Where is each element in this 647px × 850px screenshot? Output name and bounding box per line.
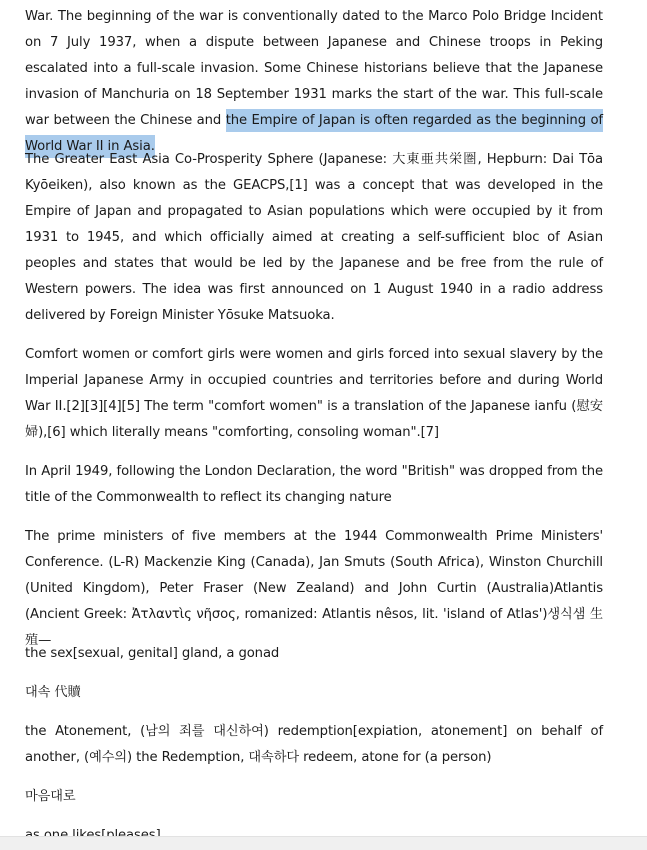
paragraph-commonwealth: In April 1949, following the London Declaration, the word "British" was dropped from the title of the Commonwealth to reflect its changing nature [25, 464, 603, 505]
paragraph-gonad: the sex[sexual, genital] gland, a gonad [25, 646, 280, 661]
text-selection-highlight[interactable]: the Empire of Japan is often regarded as the beginning of World War II in Asia. [25, 109, 603, 158]
paragraph-atonement: the Atonement, (남의 죄를 대신하여) redemption[expiation, atonement] on behalf of another, (예수의) the Redemption, 대속하다 redeem, atone for (a person) [25, 724, 603, 765]
paragraph-prime-ministers-atlantis: The prime ministers of five members at the 1944 Commonwealth Prime Ministers' Conference. (L-R) Mackenzie King (Canada), Jan Smuts (South Africa), Winston Churchill (United Kingdom), Peter Fraser (New Zealand) and John Curtin (Australia)Atlantis (Ancient Greek: Ἀτλαντὶς νῆσος, romanized: Atlantis nêsos, lit. 'island of Atlas')생식샘 生殖— [25, 529, 603, 648]
paragraph-maeumdaero: 마음대로 [25, 789, 76, 804]
paragraph-daesok: 대속 代贖 [25, 685, 81, 700]
paragraph-sino-japanese-war [25, 4, 603, 160]
horizontal-scrollbar[interactable] [0, 836, 647, 850]
paragraph-text: War. The beginning of the war is conventionally dated to the Marco Polo Bridge Incident on 7 July 1937, when a dispute between Japanese and Chinese troops in Peking escalated into a full-scale invasion. Some Chinese historians believe that the Japanese invasion of Manchuria on 18 September 1931 marks the start of the war. This full-scale war between the Chinese and [25, 9, 603, 128]
paragraph-comfort-women: Comfort women or comfort girls were women and girls forced into sexual slavery by the Imperial Japanese Army in occupied countries and territories before and during World War II.[2][3][4][5] The term "comfort women" is a translation of the Japanese ianfu (慰安婦),[6] which literally means "comforting, consoling woman".[7] [25, 347, 603, 440]
paragraph-co-prosperity-sphere: The Greater East Asia Co-Prosperity Sphere (Japanese: 大東亜共栄圏, Hepburn: Dai Tōa Kyōeiken), also known as the GEACPS,[1] was a concept that was developed in the Empire of Japan and propagated to Asian populations which were occupied by it from 1931 to 1945, and which officially aimed at creating a self-sufficient bloc of Asian peoples and states that would be led by the Japanese and be free from the rule of Western powers. The idea was first announced on 1 August 1940 in a radio address delivered by Foreign Minister Yōsuke Matsuoka. [25, 152, 603, 323]
